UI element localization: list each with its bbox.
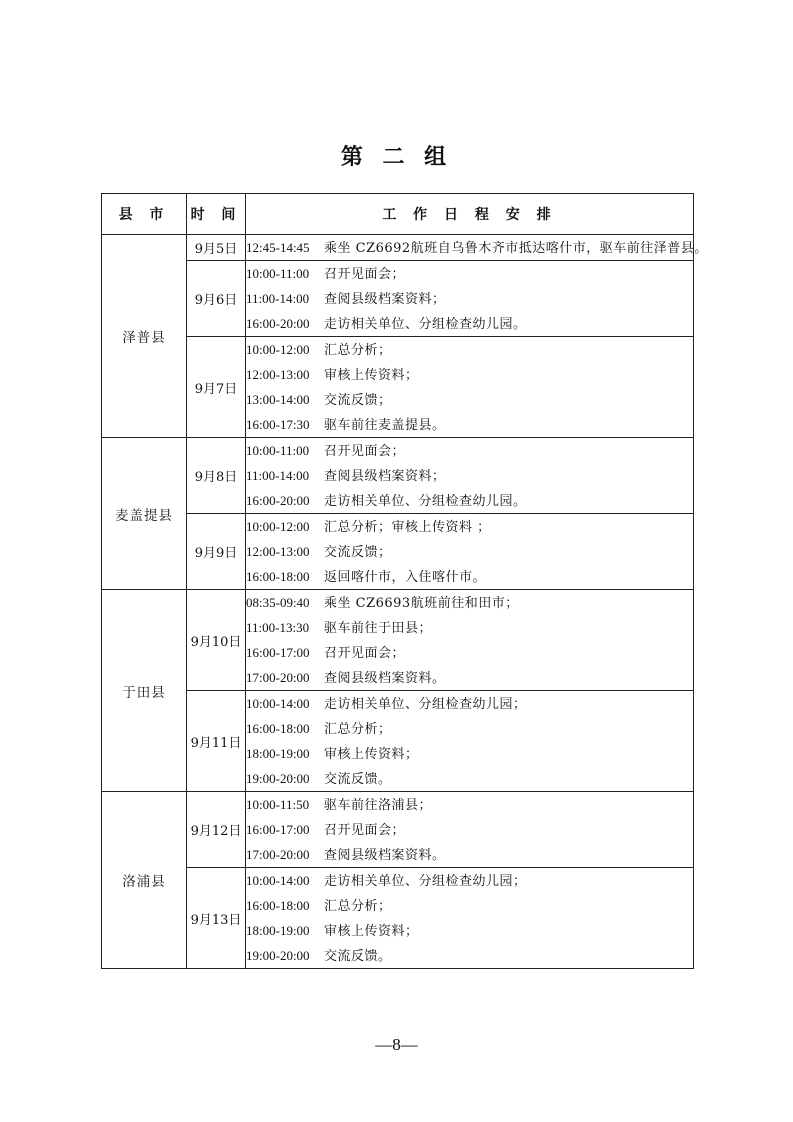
schedule-activity: 走访相关单位、分组检查幼儿园。 <box>324 317 527 332</box>
schedule-time: 10:00-11:00 <box>246 266 310 281</box>
schedule-cell <box>246 261 694 337</box>
date-cell: 9月11日 <box>187 691 246 792</box>
schedule-activity: 走访相关单位、分组检查幼儿园； <box>324 697 527 712</box>
schedule-activity: 审核上传资料； <box>324 924 419 939</box>
schedule-item <box>246 337 693 362</box>
schedule-time: 11:00-13:30 <box>246 620 310 635</box>
schedule-time: 10:00-14:00 <box>246 696 310 711</box>
schedule-item <box>246 488 693 513</box>
schedule-time: 18:00-19:00 <box>246 746 310 761</box>
schedule-item <box>246 539 693 564</box>
schedule-item <box>246 564 693 589</box>
table-row <box>102 691 694 792</box>
schedule-activity: 汇总分析； <box>324 899 392 914</box>
schedule-time: 16:00-18:00 <box>246 569 310 584</box>
schedule-time: 16:00-20:00 <box>246 316 310 331</box>
date-cell: 9月5日 <box>187 235 246 261</box>
schedule-activity: 交流反馈。 <box>324 949 392 964</box>
schedule-body <box>102 235 708 969</box>
schedule-time: 18:00-19:00 <box>246 923 310 938</box>
schedule-item <box>246 640 693 665</box>
schedule-item <box>246 261 693 286</box>
table-row <box>102 261 694 337</box>
schedule-item <box>246 590 693 615</box>
schedule-item <box>246 286 693 311</box>
schedule-time: 19:00-20:00 <box>246 771 310 786</box>
schedule-activity: 查阅县级档案资料。 <box>324 671 446 686</box>
page-number: —8— <box>375 1035 418 1054</box>
schedule-time: 12:00-13:00 <box>246 544 310 559</box>
schedule-activity: 查阅县级档案资料。 <box>324 848 446 863</box>
schedule-item <box>246 311 693 336</box>
schedule-activity: 返回喀什市，入住喀什市。 <box>324 570 487 585</box>
schedule-item <box>246 691 693 716</box>
schedule-time: 16:00-18:00 <box>246 898 310 913</box>
schedule-item <box>246 412 693 437</box>
schedule-time: 19:00-20:00 <box>246 948 310 963</box>
schedule-time: 16:00-17:00 <box>246 645 310 660</box>
schedule-time: 10:00-14:00 <box>246 873 310 888</box>
header-time: 时 间 <box>187 194 246 235</box>
schedule-activity: 交流反馈。 <box>324 772 392 787</box>
schedule-item <box>246 893 693 918</box>
date-cell: 9月9日 <box>187 514 246 590</box>
schedule-activity: 驱车前往于田县； <box>324 621 433 636</box>
schedule-time: 10:00-11:50 <box>246 797 310 812</box>
schedule-item <box>246 716 693 741</box>
header-work: 工 作 日 程 安 排 <box>246 194 694 235</box>
schedule-item <box>246 792 693 817</box>
schedule-item <box>246 741 693 766</box>
county-cell: 洛浦县 <box>102 792 187 969</box>
table-row <box>102 590 694 691</box>
schedule-time: 16:00-20:00 <box>246 493 310 508</box>
schedule-activity: 走访相关单位、分组检查幼儿园。 <box>324 494 527 509</box>
header-county: 县 市 <box>102 194 187 235</box>
schedule-activity: 乘坐 CZ6692航班自乌鲁木齐市抵达喀什市，驱车前往泽普县。 <box>324 241 708 256</box>
date-cell: 9月8日 <box>187 438 246 514</box>
schedule-cell <box>246 691 694 792</box>
schedule-time: 12:45-14:45 <box>246 240 310 255</box>
county-cell: 泽普县 <box>102 235 187 438</box>
schedule-item <box>246 817 693 842</box>
county-cell: 于田县 <box>102 590 187 792</box>
schedule-time: 10:00-12:00 <box>246 342 310 357</box>
table-row <box>102 514 694 590</box>
date-cell: 9月12日 <box>187 792 246 868</box>
schedule-item <box>246 943 693 968</box>
table-row <box>102 235 694 261</box>
schedule-item <box>246 868 693 893</box>
schedule-time: 16:00-18:00 <box>246 721 310 736</box>
schedule-activity: 走访相关单位、分组检查幼儿园； <box>324 874 527 889</box>
schedule-time: 16:00-17:00 <box>246 822 310 837</box>
schedule-item <box>246 438 693 463</box>
schedule-time: 13:00-14:00 <box>246 392 310 407</box>
schedule-cell <box>246 590 694 691</box>
schedule-activity: 召开见面会； <box>324 646 406 661</box>
schedule-item <box>246 665 693 690</box>
schedule-activity: 乘坐 CZ6693航班前往和田市； <box>324 596 519 611</box>
table-row <box>102 868 694 969</box>
schedule-time: 17:00-20:00 <box>246 847 310 862</box>
header-row <box>102 194 694 235</box>
schedule-table <box>101 193 708 969</box>
schedule-activity: 交流反馈； <box>324 393 392 408</box>
county-cell: 麦盖提县 <box>102 438 187 590</box>
schedule-activity: 召开见面会； <box>324 444 406 459</box>
schedule-cell <box>246 868 694 969</box>
schedule-item <box>246 918 693 943</box>
schedule-time: 10:00-11:00 <box>246 443 310 458</box>
schedule-activity: 审核上传资料； <box>324 368 419 383</box>
page-title: 第 二 组 <box>340 144 453 170</box>
schedule-activity: 召开见面会； <box>324 267 406 282</box>
schedule-item <box>246 514 693 539</box>
date-cell: 9月7日 <box>187 337 246 438</box>
schedule-activity: 驱车前往洛浦县； <box>324 798 433 813</box>
schedule-time: 10:00-12:00 <box>246 519 310 534</box>
schedule-cell <box>246 514 694 590</box>
schedule-item <box>246 615 693 640</box>
schedule-item <box>246 235 708 260</box>
schedule-item <box>246 766 693 791</box>
schedule-item <box>246 362 693 387</box>
schedule-activity: 召开见面会； <box>324 823 406 838</box>
schedule-time: 11:00-14:00 <box>246 468 310 483</box>
schedule-activity: 交流反馈； <box>324 545 392 560</box>
schedule-item <box>246 387 693 412</box>
schedule-cell <box>246 438 694 514</box>
schedule-cell <box>246 792 694 868</box>
date-cell: 9月6日 <box>187 261 246 337</box>
schedule-time: 17:00-20:00 <box>246 670 310 685</box>
schedule-activity: 汇总分析；审核上传资料 ； <box>324 520 491 535</box>
schedule-activity: 查阅县级档案资料； <box>324 292 446 307</box>
schedule-activity: 查阅县级档案资料； <box>324 469 446 484</box>
schedule-time: 16:00-17:30 <box>246 417 310 432</box>
table-row <box>102 792 694 868</box>
schedule-activity: 汇总分析； <box>324 343 392 358</box>
schedule-cell <box>246 235 708 261</box>
schedule-activity: 审核上传资料； <box>324 747 419 762</box>
schedule-time: 12:00-13:00 <box>246 367 310 382</box>
date-cell: 9月13日 <box>187 868 246 969</box>
schedule-time: 08:35-09:40 <box>246 595 310 610</box>
date-cell: 9月10日 <box>187 590 246 691</box>
schedule-item <box>246 463 693 488</box>
schedule-item <box>246 842 693 867</box>
schedule-time: 11:00-14:00 <box>246 291 310 306</box>
table-row <box>102 337 694 438</box>
schedule-activity: 汇总分析； <box>324 722 392 737</box>
schedule-activity: 驱车前往麦盖提县。 <box>324 418 446 433</box>
schedule-cell <box>246 337 694 438</box>
table-row <box>102 438 694 514</box>
